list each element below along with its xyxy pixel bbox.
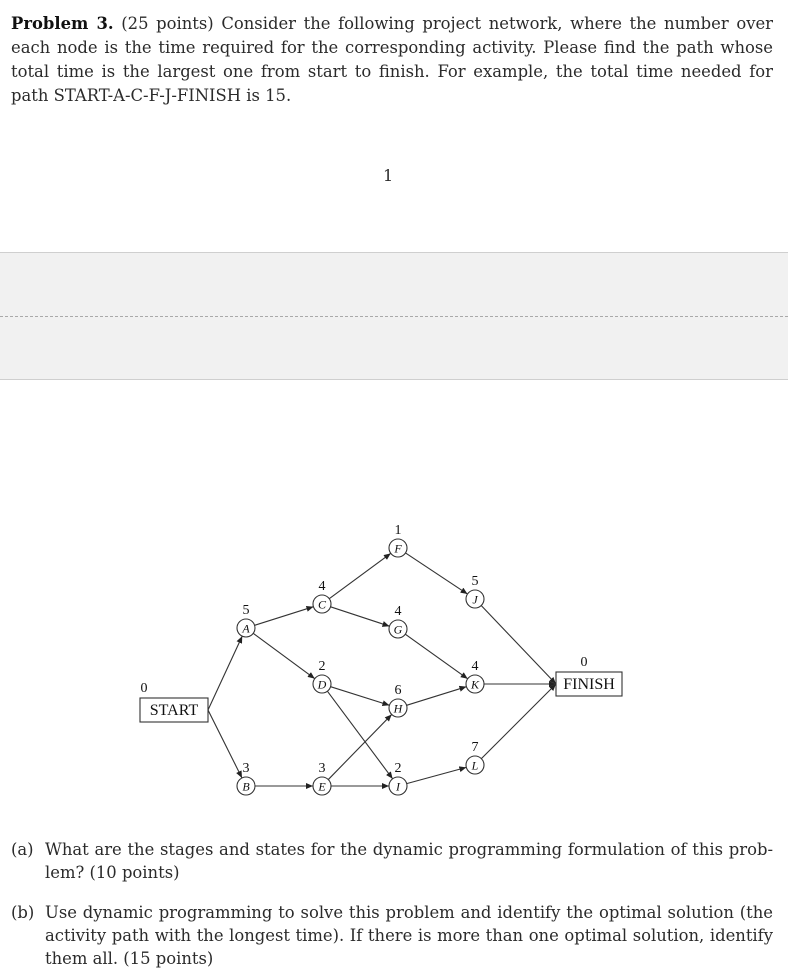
node-label: H bbox=[393, 701, 403, 716]
edge-c-g bbox=[331, 607, 390, 626]
node-time: 7 bbox=[471, 740, 479, 755]
node-time: 5 bbox=[471, 574, 479, 589]
node-label: L bbox=[471, 758, 479, 773]
node-time: 4 bbox=[394, 604, 402, 619]
question-b-label: (b) bbox=[11, 903, 35, 922]
edge-c-f bbox=[329, 553, 391, 598]
node-label: C bbox=[317, 597, 327, 612]
edge-start-a bbox=[208, 636, 242, 710]
edge-f-j bbox=[406, 553, 468, 594]
node-l bbox=[466, 740, 484, 774]
node-time: 4 bbox=[471, 659, 479, 674]
question-b bbox=[11, 901, 773, 970]
edge-d-h bbox=[331, 687, 390, 706]
start-node bbox=[140, 681, 208, 722]
node-j bbox=[466, 574, 484, 608]
node-label: A bbox=[242, 621, 250, 636]
node-label: F bbox=[394, 541, 402, 556]
question-a-text: What are the stages and states for the dynamic programming formulation of this prob-lem? (10 points) bbox=[45, 840, 773, 882]
node-time: 3 bbox=[318, 761, 326, 776]
node-label: I bbox=[396, 779, 400, 794]
edge-e-h bbox=[328, 714, 391, 779]
node-label: J bbox=[472, 592, 478, 607]
page-break-separator bbox=[0, 252, 788, 380]
node-time: 2 bbox=[318, 659, 326, 674]
edge-a-d bbox=[253, 633, 315, 678]
node-label: K bbox=[470, 677, 480, 692]
node-d bbox=[313, 659, 331, 693]
finish-time: 0 bbox=[580, 655, 588, 670]
edge-l-finish bbox=[481, 684, 556, 759]
node-label: B bbox=[242, 779, 250, 794]
edge-g-k bbox=[405, 634, 467, 679]
question-a bbox=[11, 838, 773, 884]
edge-start-b bbox=[208, 710, 242, 778]
page-number: 1 bbox=[383, 166, 394, 185]
node-time: 2 bbox=[394, 761, 402, 776]
node-time: 3 bbox=[242, 761, 250, 776]
nodes-layer bbox=[140, 523, 622, 795]
edge-a-c bbox=[255, 607, 314, 626]
edge-h-k bbox=[407, 687, 467, 706]
finish-label: FINISH bbox=[563, 676, 615, 693]
node-k bbox=[466, 659, 484, 693]
start-time: 0 bbox=[140, 681, 148, 696]
node-time: 1 bbox=[394, 523, 402, 538]
node-h bbox=[389, 683, 407, 717]
node-time: 4 bbox=[318, 579, 326, 594]
problem-text: (25 points) Consider the following project network, where the number over each node is the time required for the corresponding activity. Please find the path whose total time is the largest one from start to finish. For example, the total time needed for path START-A-C-F-J-FINISH is 15. bbox=[11, 14, 773, 105]
node-g bbox=[389, 604, 407, 638]
node-label: D bbox=[317, 677, 327, 692]
finish-node bbox=[556, 655, 622, 696]
question-b-text: Use dynamic programming to solve this problem and identify the optimal solution (the activity path with the longest time). If there is more than one optimal solution, identify them all. (15 points) bbox=[45, 903, 773, 968]
node-c bbox=[313, 579, 331, 613]
edges-layer bbox=[208, 553, 556, 786]
question-a-label: (a) bbox=[11, 840, 34, 859]
node-label: E bbox=[318, 779, 326, 794]
page-break-dashed-line bbox=[0, 316, 788, 317]
start-label: START bbox=[149, 702, 199, 719]
node-f bbox=[389, 523, 407, 557]
node-time: 5 bbox=[242, 603, 250, 618]
node-e bbox=[313, 761, 331, 795]
problem-statement bbox=[11, 12, 773, 108]
node-time: 6 bbox=[394, 683, 402, 698]
edge-j-finish bbox=[481, 606, 556, 684]
project-network-diagram bbox=[0, 500, 788, 810]
edge-d-i bbox=[327, 691, 392, 779]
node-b bbox=[237, 761, 255, 795]
edge-i-l bbox=[407, 767, 467, 783]
problem-label: Problem 3. bbox=[11, 14, 114, 33]
node-a bbox=[237, 603, 255, 637]
node-label: G bbox=[393, 622, 403, 637]
